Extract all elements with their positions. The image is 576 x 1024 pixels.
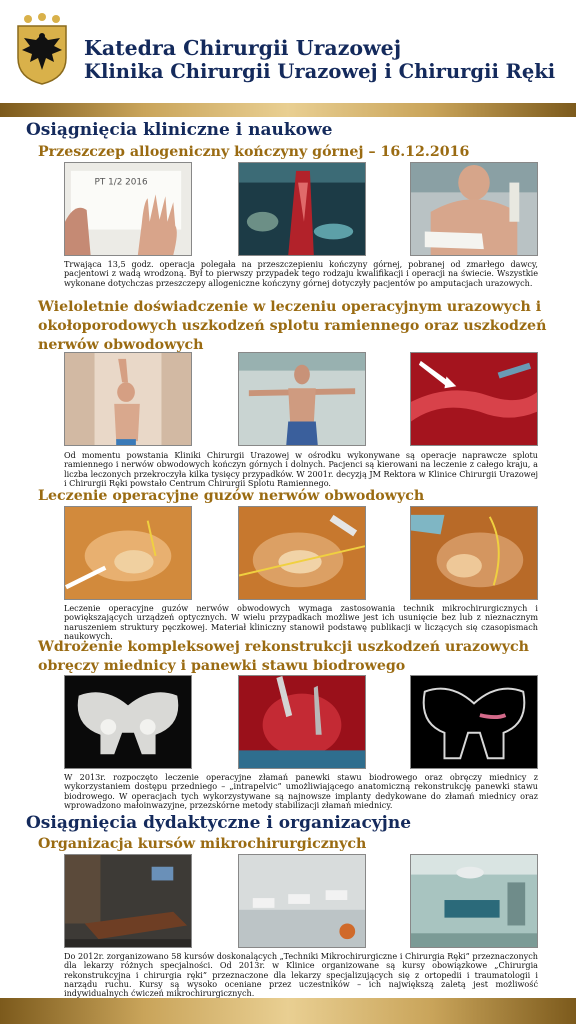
plexus-photo-child [64, 352, 192, 446]
pelvis-photo-3d-model [410, 675, 538, 769]
tumor-photo-3 [410, 506, 538, 600]
tumor-photo-1 [64, 506, 192, 600]
nerve-tumor-heading: Leczenie operacyjne guzów nerwów obwodowych [38, 488, 425, 504]
brachial-plexus-heading: Wieloletnie doświadczenie w leczeniu operacyjnym urazowych i okołoporodowych uszkodzeń splotu ramiennego oraz uszkodzeń nerwów obwodowych [38, 299, 547, 353]
plexus-photo-adult [238, 352, 366, 446]
tumor-paragraph: Leczenie operacyjne guzów nerwów obwodowych wymaga zastosowania technik mikrochirurgicznych i powiększających urządzeń optycznych. W wielu przypadkach możliwe jest ich usunięcie bez lub z nieznacznym naruszeniem struktury pęczkowej. Materiał kliniczny stanowił podstawę publikacji w liczących się czasopismach naukowych. [64, 603, 538, 641]
microsurgery-courses-heading: Organizacja kursów mikrochirurgicznych [38, 836, 367, 852]
courses-photo-classroom [64, 854, 192, 948]
photo-label-note: PT 1/2 2016 [94, 177, 148, 188]
department-title: Katedra Chirurgii Urazowej [84, 36, 402, 60]
poster-header [0, 0, 576, 104]
transplant-photo-surgery [238, 162, 366, 256]
didactic-achievements-title: Osiągnięcia dydaktyczne i organizacyjne [26, 813, 412, 833]
eagle-crest-icon [16, 12, 68, 86]
pelvis-heading: Wdrożenie kompleksowej rekonstrukcji uszkodzeń urazowych obręczy miednicy i panewki stawu biodrowego [38, 639, 529, 674]
tumor-photo-2 [238, 506, 366, 600]
transplant-photo-patient [410, 162, 538, 256]
transplant-heading: Przeszczep allogeniczny kończyny górnej – 16.12.2016 [38, 144, 470, 160]
pelvis-photo-surgery [238, 675, 366, 769]
courses-photo-lab [238, 854, 366, 948]
pelvis-photo-ct [64, 675, 192, 769]
plexus-photo-nerve [410, 352, 538, 446]
courses-photo-operating-room [410, 854, 538, 948]
pelvis-paragraph: W 2013r. rozpoczęto leczenie operacyjne złamań panewki stawu biodrowego oraz obręczy miednicy z wykorzystaniem dostępu przedniego – „intrapelvic” umożliwiającego anatomiczną rekonstrukcję panewki stawu biodrowego. W operacjach tych wykorzystywane są najnowsze implanty dedykowane do złamań miednicy oraz wprowadzono małoinwazyjne, przezskórne metody stabilizacji złamań miednicy. [64, 772, 538, 810]
gold-band-top [0, 103, 576, 117]
clinic-title: Klinika Chirurgii Urazowej i Chirurgii Ręki [84, 60, 556, 83]
clinical-achievements-title: Osiągnięcia kliniczne i naukowe [26, 120, 333, 140]
transplant-paragraph: Trwająca 13,5 godz. operacja polegała na przeszczepieniu kończyny górnej, pobranej od zmarłego dawcy, pacjentowi z wadą wrodzoną. Był to pierwszy przypadek tego rodzaju kwalifikacji i operacji na świecie. Wszystkie wykonane dotychczas przeszczepy allogeniczne kończyny górnej dotyczyły pacjentów po amputacjach urazowych. [64, 259, 538, 288]
courses-paragraph: Do 2012r. zorganizowano 58 kursów doskonalących „Techniki Mikrochirurgiczne i Chirurgia Ręki” przeznaczonych dla lekarzy różnych specjalności. Od 2013r. w Klinice organizowane są kursy obowiązkowe „Chirurgia rekonstrukcyjna i chirurgia ręki” przeznaczone dla lekarzy specjalizujących się z ortopedii i traumatologii i narządu ruchu. Kursy są wysoko oceniane przez uczestników – ich największą zaletą jest możliwość indywidualnych ćwiczeń mikrochirurgicznych. [64, 951, 538, 999]
gold-band-bottom [0, 998, 576, 1024]
plexus-paragraph: Od momentu powstania Kliniki Chirurgii Urazowej w ośrodku wykonywane są operacje naprawcze splotu ramiennego i nerwów obwodowych kończyn górnych i dolnych. Pacjenci są kierowani na leczenie z całego kraju, a liczba leczonych przekroczyła kilka tysięcy przypadków. W 2001r. decyzją JM Rektora w Klinice Chirurgii Urazowej i Chirurgii Ręki powstało Centrum Chirurgii Splotu Ramiennego. [64, 450, 538, 488]
transplant-photo-arms [64, 162, 192, 256]
